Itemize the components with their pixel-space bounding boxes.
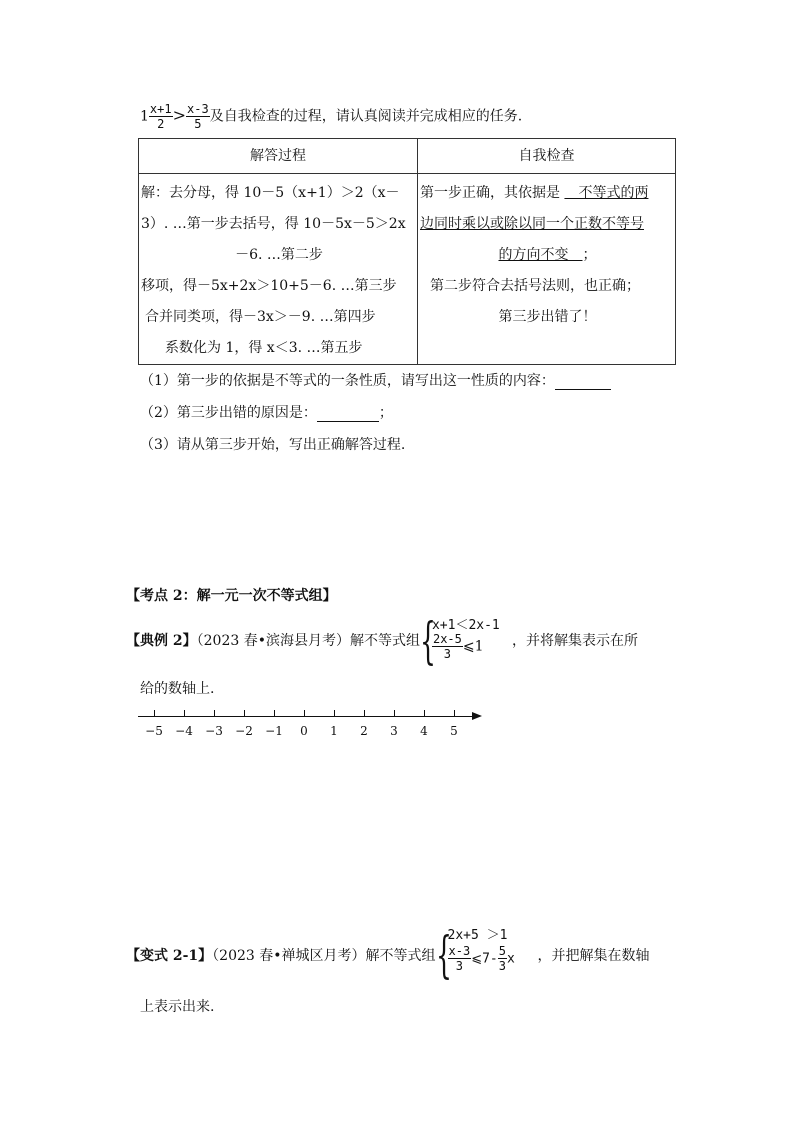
number-line-label: −4 (175, 724, 193, 738)
question-2 (140, 402, 393, 422)
number-line-label: −3 (205, 724, 223, 738)
check-answer: 的方向不变 (498, 247, 583, 263)
variant-tag: 【变式 2-1】 (126, 948, 213, 964)
intro-gt: > (172, 105, 187, 125)
check-line-2 (420, 209, 675, 240)
inequality-2 (448, 944, 515, 973)
inequality-fraction-2 (498, 944, 507, 973)
fraction-numerator: 2x-5 (432, 632, 462, 646)
inequality-1: x+1＜2x-1 (431, 618, 500, 633)
number-line-label: −1 (265, 724, 283, 738)
fraction-denominator: 5 (194, 117, 202, 131)
brace-icon: { (419, 612, 436, 670)
arrow-icon (472, 712, 482, 720)
brace-icon: { (435, 926, 452, 984)
variant-source: （2023 春•禅城区月考）解不等式组 (212, 948, 436, 964)
inequality-1: 2x+5 ＞1 (447, 928, 508, 943)
check-line-5: 第三步出错了！ (498, 309, 597, 325)
variant-line (126, 928, 650, 984)
fraction-denominator: 2 (157, 117, 165, 131)
number-line-label: 3 (390, 724, 398, 738)
fraction-denominator: 3 (455, 959, 463, 973)
question-1 (140, 370, 611, 390)
fraction-denominator: 3 (498, 959, 506, 973)
number-line-tick (244, 710, 245, 717)
number-line-tick (334, 710, 335, 717)
intro-lead: 1 (140, 108, 149, 125)
step-line: －6. …第二步 (235, 247, 323, 263)
table-header-right: 自我检查 (418, 139, 676, 174)
step-line: 合并同类项，得－3x＞－9. …第四步 (145, 309, 376, 325)
check-answer: 边同时乘以或除以同一个正数不等号 (420, 216, 644, 232)
intro-line (140, 102, 522, 131)
check-text: ； (582, 247, 597, 263)
question-text: （3）请从第三步开始，写出正确解答过程. (140, 437, 406, 453)
inequality-rest: ⩽1 (462, 638, 484, 655)
answer-blank[interactable] (555, 373, 611, 390)
example-after: ，并将解集表示在所 (511, 633, 638, 649)
example-source: （2023 春•滨海县月考）解不等式组 (196, 633, 420, 649)
check-text: 第一步正确，其依据是 (420, 185, 560, 201)
section-title: 【考点 2：解一元一次不等式组】 (126, 588, 337, 604)
question-suffix: ； (378, 405, 393, 421)
number-line-tick (364, 710, 365, 717)
fraction-denominator: 3 (443, 647, 452, 661)
number-line-tick (274, 710, 275, 717)
number-line-label: −5 (145, 724, 163, 738)
example-tag: 【典例 2】 (126, 633, 197, 649)
step-line: 移项，得－5x+2x＞10+5－6. …第三步 (141, 278, 397, 294)
step-line: 解：去分母，得 10－5（x+1）＞2（x－ (141, 185, 400, 201)
question-text: （2）第三步出错的原因是： (140, 405, 317, 421)
number-line-tick (454, 710, 455, 717)
number-line-tick (214, 710, 215, 717)
number-line-label: 1 (330, 724, 338, 738)
answer-blank[interactable] (317, 405, 379, 422)
inequality-fraction (448, 944, 472, 973)
intro-fraction-1 (149, 102, 173, 131)
number-line-label: 4 (420, 724, 428, 738)
fraction-numerator: x+1 (149, 102, 172, 116)
inequality-system (436, 928, 538, 984)
inequality-mid: ⩽7- (471, 951, 498, 967)
inequality-end: x (506, 951, 515, 967)
check-line-3 (420, 240, 675, 271)
number-line-label: −2 (235, 724, 253, 738)
question-text: （1）第一步的依据是不等式的一条性质，请写出这一性质的内容： (140, 373, 555, 389)
number-line (138, 708, 488, 748)
variant-line-2: 上表示出来. (140, 999, 215, 1015)
check-line-4: 第二步符合去括号法则，也正确； (430, 278, 640, 294)
number-line-tick (424, 710, 425, 717)
fraction-numerator: x-3 (187, 102, 209, 116)
solution-table (138, 138, 676, 365)
variant-after: ，并把解集在数轴 (537, 948, 650, 964)
solution-steps-cell (139, 174, 418, 365)
inequality-fraction (432, 632, 463, 661)
table-header-left: 解答过程 (139, 139, 418, 174)
intro-text: 及自我检查的过程，请认真阅读并完成相应的任务. (209, 108, 523, 125)
example-line (126, 614, 638, 668)
inequality-2 (432, 632, 484, 661)
question-3 (140, 434, 405, 454)
inequality-system (420, 614, 512, 668)
self-check-cell (418, 174, 676, 365)
check-answer: 不等式的两 (564, 185, 649, 201)
fraction-numerator: x-3 (448, 944, 471, 958)
number-line-label: 2 (360, 724, 368, 738)
step-line: 系数化为 1，得 x＜3. …第五步 (165, 340, 363, 356)
number-line-tick (184, 710, 185, 717)
number-line-tick (154, 710, 155, 717)
number-line-tick (304, 710, 305, 717)
intro-fraction-2 (186, 102, 210, 131)
example-line-2: 给的数轴上. (140, 681, 215, 697)
step-line: 3）. …第一步去括号，得 10－5x－5＞2x (141, 216, 406, 232)
number-line-label: 5 (450, 724, 458, 738)
number-line-label: 0 (300, 724, 308, 738)
check-line-1 (420, 178, 675, 209)
number-line-tick (394, 710, 395, 717)
fraction-numerator: 5 (498, 944, 506, 958)
